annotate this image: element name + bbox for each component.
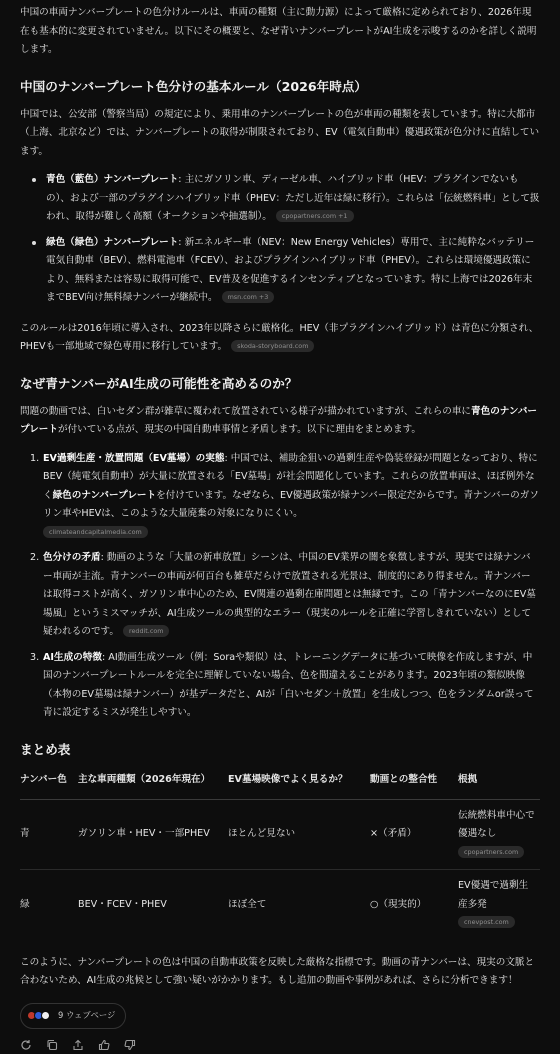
source-chip[interactable]: msn.com +3 [222,291,275,303]
list-item: 3. AI生成の特徴: AI動画生成ツール（例：Soraや類似）は、トレーニングデータに基づいて映像を作成しますが、中国のナンバープレートルールを完全に理解していない場合、色を間違えることがあります。2023年頃の類似映像（本物のEV墓場は緑ナンバー）が基データだと、AIが「白いセダン＋放置」を生成しつつ、色をランダムor誤って青に設定するミスが発生しやすい。 [30,651,534,718]
table-header-row [20,769,540,800]
thumbs-up-icon[interactable] [98,1039,110,1051]
table-row: 青 ガソリン車・HEV・一部PHEV ほとんど見ない ×（矛盾） 伝統燃料車中心で優遇なし cpopartners.com [20,799,540,870]
column-header: ナンバー色 [20,769,78,800]
source-chip[interactable]: skoda-storyboard.com [231,340,314,352]
action-bar [20,1039,540,1051]
column-header: 主な車両種類（2026年現在） [78,769,228,800]
summary-table [20,769,540,940]
copy-icon[interactable] [46,1039,58,1051]
section-heading-summary: まとめ表 [20,741,71,757]
closing-paragraph: このように、ナンバープレートの色は中国の自動車政策を反映した厳格な指標です。動画の青ナンバーは、現実の文脈と合わないため、AI生成の兆候として強い疑いがかかります。もし追加の動画や事例があれば、さらに分析できます！ [20,956,535,986]
source-chip[interactable]: climateandcapitalmedia.com [43,526,148,538]
column-header: EV墓場映像でよく見るか？ [228,769,370,800]
source-chip[interactable]: cpopartners.com +1 [276,210,354,222]
source-chip[interactable]: cpopartners.com [458,846,524,858]
list-item: 2. 色分けの矛盾: 動画のような「大量の新車放置」シーンは、中国のEV業界の闇を象徴しますが、現実では緑ナンバー車両が主流。青ナンバーの車両が何百台も雑草だらけで放置される光景は、制度的にあり得ません。青ナンバーは取得コストが高く、ガソリン車中心のため、EV関連の過剰在庫問題とは無縁です。この「青ナンバーなのにEV墓場風」というミスマッチが、AI生成ツールの典型的なエラー（現実のルールを正確に学習しきれていない）として疑われるのです。 reddit.com [30,552,536,637]
thumbs-down-icon[interactable] [124,1039,136,1051]
reasons-list [20,450,540,723]
rules-history-paragraph: このルールは2016年頃に導入され、2023年以降さらに厳格化。HEV（非プラグインハイブリッド）は青色に分類され、PHEVも一部地域で緑色専用に移行しています。 skoda-storyboard.com [20,322,539,352]
share-icon[interactable] [72,1039,84,1051]
column-header: 根拠 [458,769,540,800]
regenerate-icon[interactable] [20,1039,32,1051]
rules-paragraph: 中国では、公安部（警察当局）の規定により、乗用車のナンバープレートの色が車両の種類を表しています。特に大都市（上海、北京など）では、ナンバープレートの取得が制限されており、EV（電気自動車）優遇政策が色分けに直結しています。 [20,108,540,157]
list-item: 緑色（緑色）ナンバープレート: 新エネルギー車（NEV：New Energy Vehicles）専用で、主に純粋なバッテリー電気自動車（BEV）、燃料電池車（FCEV）、およびプラグインハイブリッド車（PHEV）。これらは環境優遇政策により、無料または容易に取得可能で、EV普及を促進するインセンティブとなっています。特に上海では2026年末までBEV向け無料緑ナンバーが継続中。 msn.com +3 [46,234,540,308]
intro-paragraph: 中国の車両ナンバープレートの色分けルールは、車両の種類（主に動力源）によって厳格に定められており、2026年現在も基本的に変更されていません。以下にその概要と、なぜ青いナンバープレートがAI生成を示唆するのかを詳しく説明します。 [20,7,537,55]
source-chip[interactable]: cnevpost.com [458,916,515,928]
list-item: 1. EV過剰生産・放置問題（EV墓場）の実態: 中国では、補助金狙いの過剰生産や偽装登録が問題となっており、特にBEV（純電気自動車）が大量に放置される「EV墓場」が社会問題化しています。これらの放置車両は、ほぼ例外なく緑色のナンバープレートを付けています。なぜなら、EV優遇政策が緑ナンバー限定だからです。青ナンバーのガソリン車やHEVは、このような大量廃棄の対象になりにくい。 climateandcapitalmedia.com [30,452,539,536]
section-heading-why-blue: なぜ青ナンバーがAI生成の可能性を高めるのか？ [20,375,298,391]
list-item: 青色（藍色）ナンバープレート: 主にガソリン車、ディーゼル車、ハイブリッド車（HEV：プラグインでないもの）、および一部のプラグインハイブリッド車（PHEV：ただし近年は緑に移行）。これらは「伝統燃料車」として扱われ、取得が難しく高額（オークションや抽選制）。 cpopartners.com +1 [46,171,540,227]
sources-label: 9 ウェブページ [58,1010,116,1021]
plate-color-list [20,171,540,308]
section-heading-rules: 中国のナンバープレート色分けの基本ルール（2026年時点） [20,78,367,94]
table-row: 緑 BEV・FCEV・PHEV ほぼ全て ○（現実的） EV優遇で過剰生産多発 cnevpost.com [20,880,529,926]
column-header: 動画との整合性 [370,769,458,800]
why-paragraph: 問題の動画では、白いセダン群が雑草に覆われて放置されている様子が描かれていますが、これらの車に青色のナンバープレートが付いている点が、現実の中国自動車事情と矛盾します。以下に理由をまとめます。 [20,405,538,435]
favicon-icon [41,1011,50,1020]
source-chip[interactable]: reddit.com [123,625,170,637]
sources-button[interactable] [20,1003,126,1029]
